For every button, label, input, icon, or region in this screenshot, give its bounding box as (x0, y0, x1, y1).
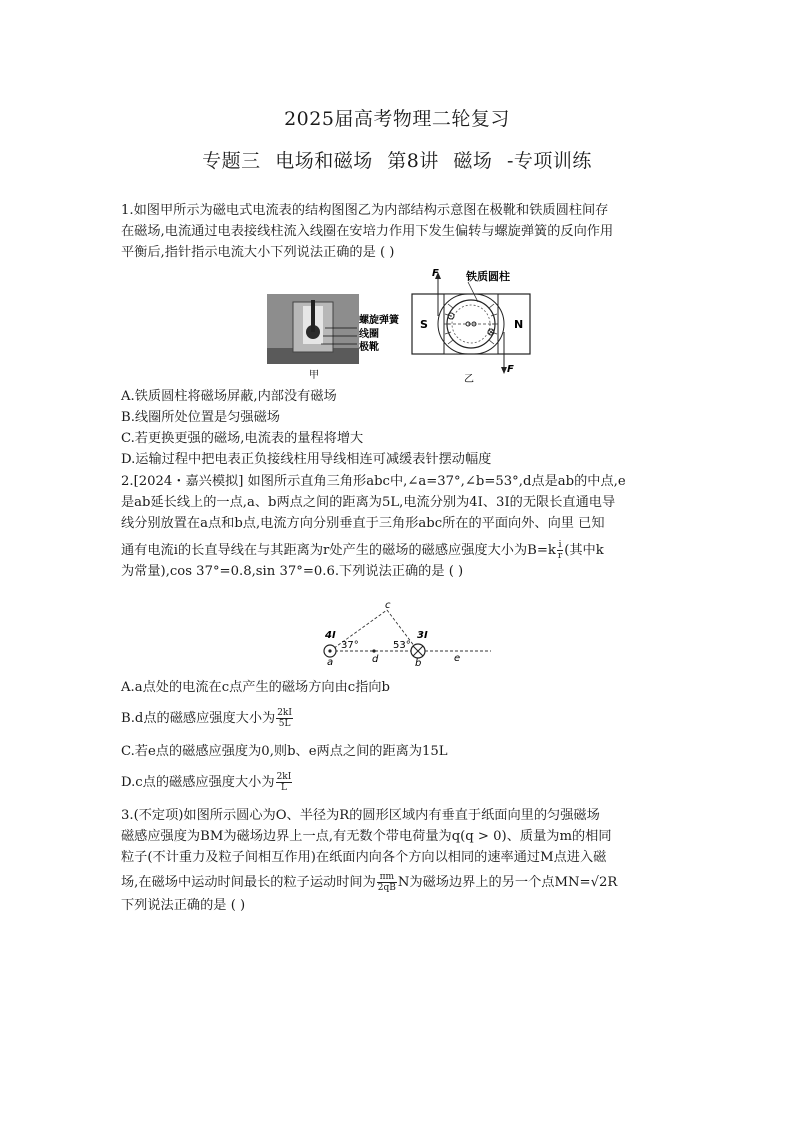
q1-option-b[interactable]: B.线圈所处位置是匀强磁场 (121, 410, 280, 425)
q1-option-d[interactable]: D.运输过程中把电表正负接线柱用导线相连可减缓表针摆动幅度 (121, 452, 492, 467)
q2-line-4: 通有电流i的长直导线在与其距离为r处产生的磁场的磁感应强度大小为B=k $\frac{i}{r}$ (其中k (121, 540, 604, 561)
subtitle-training: -专项训练 (506, 150, 592, 172)
q2-option-a[interactable]: A.a点处的电流在c点产生的磁场方向由c指向b (121, 680, 390, 695)
point-d (372, 649, 375, 652)
question-2-stem (121, 471, 681, 582)
figure-ammeter-photo (265, 292, 399, 382)
q2-line-3: 线分别放置在a点和b点,电流方向分别垂直于三角形abc所在的平面向外、向里 已知 (121, 516, 605, 531)
label-e: e (454, 653, 461, 664)
q1-line-2: 在磁场,电流通过电表接线柱流入线圈在安培力作用下发生偏转与螺旋弹簧的反向作用 (121, 224, 614, 239)
q1-option-c[interactable]: C.若更换更强的磁场,电流表的量程将增大 (121, 431, 364, 446)
figure-triangle-abc (318, 598, 508, 668)
q1-line-3: 平衡后,指针指示电流大小下列说法正确的是 ( ) (121, 245, 395, 260)
subtitle-topic: 专题三 (202, 150, 261, 172)
subtitle-field: 电场和磁场 (275, 150, 373, 172)
label-d: d (372, 654, 379, 665)
q2-formula-fraction: $\frac{i}{r}$ (557, 540, 563, 561)
current-a-label: 4I (325, 630, 336, 641)
q2-option-b[interactable]: B.d点的磁感应强度大小为 $\frac{2kI}{5L}$ (121, 708, 292, 729)
q3-line-1: 3.(不定项)如图所示圆心为O、半径为R的圆形区域内有垂直于纸面向里的匀强磁场 (121, 808, 600, 823)
photo-pointer (311, 300, 315, 332)
q2-line-5: 为常量),cos 37°=0.8,sin 37°=0.6.下列说法正确的是 ( ) (121, 564, 464, 579)
subtitle-magnetic: 磁场 (453, 150, 493, 172)
question-1-stem (121, 200, 681, 263)
label-cylinder: 铁质圆柱 (466, 270, 510, 283)
angle-b-label: 53° (393, 640, 411, 651)
q1-line-1: 1.如图甲所示为磁电式电流表的结构图图乙为内部结构示意图在极靴和铁质圆柱间存 (121, 203, 609, 218)
q2-line-2: 是ab延长线上的一点,a、b两点之间的距离为5L,电流分别为4I、3I的无限长直通电导 (121, 495, 616, 510)
q3-line-3: 粒子(不计重力及粒子间相互作用)在纸面内向各个方向以相同的速率通过M点进入磁 (121, 850, 607, 865)
caption-jia: 甲 (309, 370, 319, 381)
q2-line-1: 2.[2024・嘉兴模拟] 如图所示直角三角形abc中,∠a=37°,∠b=53°,d点是ab的中点,e (121, 474, 626, 489)
q3-line-5: 下列说法正确的是 ( ) (121, 898, 246, 913)
subtitle-lecture: 第8讲 (387, 150, 439, 172)
q3-line-2: 磁感应强度为BM为磁场边界上一点,有无数个带电荷量为q(q > 0)、质量为m的相同 (121, 829, 612, 844)
force-label-bottom: F (507, 364, 514, 375)
label-coil: 线圈 (359, 329, 379, 340)
label-b: b (415, 658, 422, 669)
current-b-label: 3I (417, 630, 428, 641)
q3-time-fraction: $\frac{\pi m}{2qB}$ (377, 872, 396, 893)
label-a: a (327, 657, 334, 668)
q2-option-c[interactable]: C.若e点的磁感应强度为0,则b、e两点之间的距离为15L (121, 744, 448, 759)
angle-a-label: 37° (341, 640, 359, 651)
label-spring: 螺旋弹簧 (359, 315, 399, 326)
figure-ammeter-structure (408, 266, 538, 386)
q1-option-a[interactable]: A.铁质圆柱将磁场屏蔽,内部没有磁场 (121, 389, 337, 404)
q3-line-4: 场,在磁场中运动时间最长的粒子运动时间为 $\frac{\pi m}{2qB}$ N为磁场边界上的另一个点MN=√2R (121, 872, 618, 893)
question-3-stem (121, 805, 681, 916)
label-c: c (385, 600, 391, 611)
page-subtitle (0, 146, 794, 173)
caption-yi: 乙 (464, 374, 474, 385)
pole-n: N (514, 318, 524, 331)
q2-option-d-fraction: $\frac{2kI}{L}$ (276, 772, 292, 793)
force-label-top: F (432, 268, 439, 279)
q2-option-d[interactable]: D.c点的磁感应强度大小为 $\frac{2kI}{L}$ (121, 772, 292, 793)
q2-option-b-fraction: $\frac{2kI}{5L}$ (277, 708, 292, 729)
pole-s: S (420, 318, 428, 331)
label-shoe: 极靴 (359, 342, 379, 353)
page-title: 2025届高考物理二轮复习 (284, 108, 510, 130)
